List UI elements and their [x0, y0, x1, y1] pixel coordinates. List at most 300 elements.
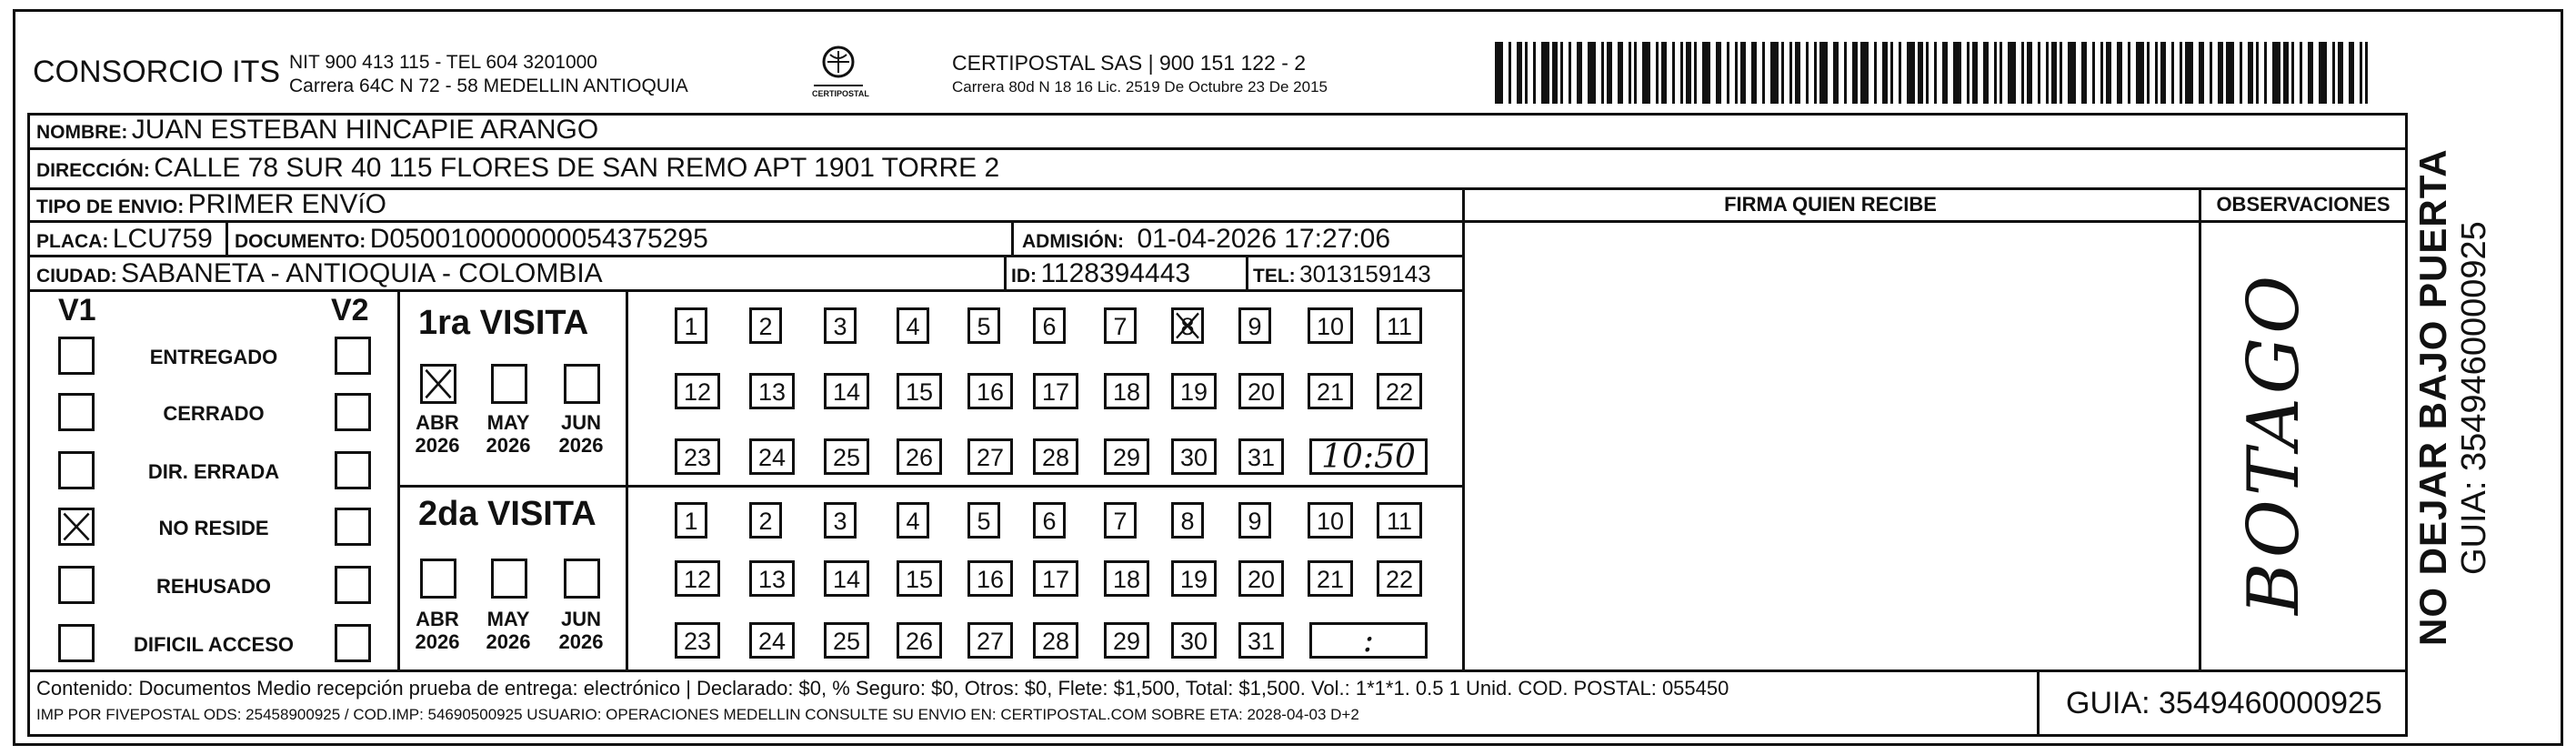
recipient-address-row: [36, 153, 999, 184]
day-number: 17: [1041, 566, 1070, 593]
barcode-bar: [2319, 42, 2327, 104]
day-number: 18: [1112, 378, 1141, 406]
status-option-label: REHUSADO: [156, 575, 271, 598]
month-checkbox[interactable]: [491, 364, 527, 404]
barcode-bar: [2218, 42, 2223, 104]
footer-contents: Contenido: Documentos Medio recepción prueba de entrega: electrónico | Declarado: $0, % Seguro: $0, Otros: $0, Flete: $1,500, Total: $1,500. Vol.: 1*1*1. 0.5 1 Unid. COD. POSTAL: 055450: [36, 677, 1729, 700]
day-number: 20: [1247, 378, 1276, 406]
month-year: 2026: [415, 630, 460, 653]
day-box[interactable]: [1104, 622, 1149, 659]
day-number: 10: [1316, 508, 1345, 535]
recipient-name-row: [36, 115, 598, 146]
day-box[interactable]: [749, 502, 782, 539]
month-label: [551, 608, 611, 653]
month-label: [407, 411, 467, 457]
v2-checkbox[interactable]: [335, 337, 371, 375]
barcode-bar: [1560, 42, 1563, 104]
barcode-bar: [2185, 42, 2193, 104]
day-box[interactable]: [675, 502, 707, 539]
barcode-bar: [1819, 42, 1828, 104]
day-number: 7: [1113, 313, 1128, 340]
plate-value: LCU759: [112, 224, 213, 254]
status-option-label: DIR. ERRADA: [147, 460, 280, 483]
day-number: 5: [977, 313, 991, 340]
status-option-label: ENTREGADO: [149, 346, 278, 368]
day-box[interactable]: [1104, 438, 1149, 475]
tel-field: [1253, 260, 1431, 288]
v2-checkbox[interactable]: [335, 393, 371, 431]
visit-time[interactable]: :: [1309, 622, 1428, 659]
barcode-bar: [1994, 42, 1997, 104]
day-box[interactable]: [1308, 373, 1353, 409]
barcode-bar: [2136, 42, 2144, 104]
day-box[interactable]: [675, 622, 720, 659]
v2-label: V2: [331, 293, 369, 327]
day-number: 31: [1247, 444, 1276, 471]
barcode-bar: [2180, 42, 2182, 104]
barcode-bar: [1686, 42, 1691, 104]
barcode-bar: [1890, 42, 1893, 104]
day-box[interactable]: [1308, 560, 1353, 597]
barcode-bar: [2349, 42, 2354, 104]
document-label: DOCUMENTO:: [235, 231, 366, 252]
barcode-bar: [1806, 42, 1809, 104]
plate-field: [36, 224, 213, 255]
month-label: [478, 608, 538, 653]
id-label: ID:: [1011, 266, 1037, 287]
day-box[interactable]: [675, 373, 720, 409]
day-number: 7: [1113, 508, 1128, 535]
day-box[interactable]: [675, 438, 720, 475]
barcode-bar: [2199, 42, 2204, 104]
month-name: ABR: [416, 608, 459, 630]
barcode-bar: [1934, 42, 1937, 104]
month-year: 2026: [486, 434, 531, 457]
barcode-bar: [2360, 42, 2362, 104]
month-year: 2026: [558, 434, 604, 457]
month-name: MAY: [486, 608, 530, 630]
day-number: 27: [976, 444, 1005, 471]
name-label: NOMBRE:: [36, 122, 128, 143]
barcode-bar: [1795, 42, 1800, 104]
barcode-bar: [1702, 42, 1710, 104]
day-number: 23: [683, 444, 712, 471]
shipment-type: PRIMER ENVíO: [187, 189, 387, 219]
barcode-bar: [1569, 42, 1571, 104]
day-number: 28: [1041, 444, 1070, 471]
id-field: [1011, 258, 1190, 289]
barcode-bar: [1844, 42, 1847, 104]
barcode-bar: [2272, 42, 2280, 104]
tel-value: 3013159143: [1299, 260, 1431, 287]
status-option-label: DIFICIL ACCESO: [133, 633, 294, 656]
recipient-name: JUAN ESTEBAN HINCAPIE ARANGO: [131, 115, 599, 145]
day-box[interactable]: [967, 438, 1013, 475]
barcode-bar: [1588, 42, 1596, 104]
barcode-bar: [2060, 42, 2062, 104]
day-box[interactable]: [967, 622, 1013, 659]
barcode-bar: [1789, 42, 1792, 104]
day-number: 16: [976, 378, 1005, 406]
side-guia: GUIA: 3549460000925: [2455, 221, 2493, 575]
day-number: 13: [757, 566, 787, 593]
barcode-bar: [2300, 42, 2302, 104]
day-number: 1: [684, 508, 698, 535]
day-box[interactable]: [1238, 622, 1284, 659]
type-label: TIPO DE ENVIO:: [36, 196, 185, 217]
barcode-bar: [2338, 42, 2343, 104]
logo-text: CERTIPOSTAL: [812, 89, 869, 98]
barcode-bar: [2092, 42, 2095, 104]
day-number: 5: [977, 508, 991, 535]
barcode-bar: [2226, 42, 2234, 104]
barcode-bar: [1672, 42, 1675, 104]
company-nit-tel: NIT 900 413 115 - TEL 604 3201000: [289, 52, 597, 73]
city-value: SABANETA - ANTIOQUIA - COLOMBIA: [121, 258, 603, 288]
visit2-title: 2da VISITA: [418, 495, 596, 533]
barcode-bar: [1751, 42, 1757, 104]
id-value: 1128394443: [1040, 258, 1191, 288]
day-box[interactable]: [1104, 373, 1149, 409]
v1-checkbox[interactable]: [58, 508, 95, 546]
day-number: 26: [905, 628, 934, 655]
observations-header: OBSERVACIONES: [2216, 193, 2391, 216]
barcode-bar: [2068, 42, 2076, 104]
month-name: JUN: [560, 411, 601, 434]
v1-checkbox[interactable]: [58, 393, 95, 431]
barcode-bar: [1495, 42, 1503, 104]
day-box[interactable]: [675, 560, 720, 597]
day-box[interactable]: [749, 438, 795, 475]
city-label: CIUDAD:: [36, 266, 117, 287]
barcode-bar: [1967, 42, 1970, 104]
day-box[interactable]: [824, 622, 869, 659]
day-number: 15: [905, 566, 934, 593]
barcode-bar: [1694, 42, 1697, 104]
plate-label: PLACA:: [36, 231, 109, 252]
barcode-bar: [2248, 42, 2253, 104]
barcode-bar: [1533, 42, 1536, 104]
day-number: 22: [1385, 566, 1414, 593]
day-box[interactable]: [749, 307, 782, 344]
barcode-bar: [1634, 42, 1637, 104]
barcode-bar: [1907, 42, 1915, 104]
barcode-bar: [1716, 42, 1721, 104]
day-box[interactable]: [1308, 502, 1353, 539]
day-number: 25: [832, 444, 861, 471]
day-box[interactable]: [1033, 373, 1078, 409]
day-number: 12: [683, 378, 712, 406]
v2-checkbox[interactable]: [335, 508, 371, 546]
footer-print-info: IMP POR FIVEPOSTAL ODS: 25458900925 / COD.IMP: 54690500925 USUARIO: OPERACIONES MEDELLIN CONSULTE SU ENVIO EN: CERTIPOSTAL.COM SOBRE ETA: 2028-04-03 D+2: [36, 706, 1359, 723]
barcode-bar: [1942, 42, 1948, 104]
day-number: 1: [684, 313, 698, 340]
day-number: 14: [832, 378, 861, 406]
day-box[interactable]: [1377, 307, 1422, 344]
day-box[interactable]: [824, 307, 857, 344]
v2-checkbox[interactable]: [335, 451, 371, 489]
barcode-bar: [1852, 42, 1858, 104]
month-name: MAY: [486, 411, 530, 434]
month-name: JUN: [560, 608, 601, 630]
barcode-bar: [1680, 42, 1683, 104]
day-box[interactable]: [1104, 307, 1137, 344]
v2-checkbox[interactable]: [335, 566, 371, 604]
day-box[interactable]: [824, 502, 857, 539]
month-checkbox[interactable]: [420, 559, 456, 599]
day-number: 4: [906, 313, 920, 340]
shipment-type-row: [36, 189, 386, 220]
day-box[interactable]: [1104, 560, 1149, 597]
day-number: 27: [976, 628, 1005, 655]
barcode-bar: [1552, 42, 1558, 104]
day-box[interactable]: [749, 622, 795, 659]
day-box[interactable]: [1033, 502, 1066, 539]
day-box[interactable]: [1171, 373, 1217, 409]
month-checkbox[interactable]: [564, 559, 600, 599]
day-box[interactable]: [967, 307, 1000, 344]
day-number: 4: [906, 508, 920, 535]
day-number: 10: [1316, 313, 1345, 340]
barcode-bar: [2051, 42, 2057, 104]
day-box[interactable]: [897, 438, 942, 475]
month-label: [478, 411, 538, 457]
day-box[interactable]: [1171, 502, 1204, 539]
day-box[interactable]: [897, 307, 929, 344]
barcode-bar: [2155, 42, 2158, 104]
courier-name: CERTIPOSTAL SAS | 900 151 122 - 2: [952, 51, 1307, 75]
day-number: 18: [1112, 566, 1141, 593]
address-label: DIRECCIÓN:: [36, 160, 150, 181]
barcode-bar: [1509, 42, 1511, 104]
barcode-bar: [1814, 42, 1817, 104]
barcode-bar: [1541, 42, 1549, 104]
day-number: 29: [1112, 444, 1141, 471]
month-year: 2026: [415, 434, 460, 457]
day-box[interactable]: [967, 502, 1000, 539]
barcode-bar: [1735, 42, 1738, 104]
day-box[interactable]: [749, 560, 795, 597]
barcode-bar: [2256, 42, 2259, 104]
barcode-bar: [2117, 42, 2122, 104]
barcode-bar: [1577, 42, 1582, 104]
day-box[interactable]: [1171, 438, 1217, 475]
barcode-bar: [2283, 42, 2289, 104]
recipient-address: CALLE 78 SUR 40 115 FLORES DE SAN REMO APT 1901 TORRE 2: [154, 153, 1000, 183]
day-number: 12: [683, 566, 712, 593]
barcode-bar: [2000, 42, 2002, 104]
barcode-bar: [1983, 42, 1989, 104]
day-box[interactable]: [897, 622, 942, 659]
status-option-label: NO RESIDE: [158, 517, 269, 539]
barcode-bar: [1899, 42, 1901, 104]
barcode-bar: [2106, 42, 2111, 104]
barcode-bar: [1607, 42, 1612, 104]
visit-time[interactable]: 10:50: [1309, 438, 1428, 475]
barcode-bar: [1833, 42, 1839, 104]
day-number: 29: [1112, 628, 1141, 655]
day-box[interactable]: [1238, 438, 1284, 475]
observations-handwriting: BOTAGO: [2233, 271, 2315, 615]
day-box[interactable]: [1104, 502, 1137, 539]
day-box[interactable]: [824, 560, 869, 597]
company-address: Carrera 64C N 72 - 58 MEDELLIN ANTIOQUIA: [289, 76, 688, 96]
day-box[interactable]: [897, 373, 942, 409]
day-number: 21: [1316, 566, 1345, 593]
day-box[interactable]: [1238, 502, 1271, 539]
barcode-bar: [1926, 42, 1929, 104]
day-box[interactable]: [897, 560, 942, 597]
month-checkbox[interactable]: [491, 559, 527, 599]
day-number: 15: [905, 378, 934, 406]
day-number: 20: [1247, 566, 1276, 593]
day-number: 22: [1385, 378, 1414, 406]
footer-guia: GUIA: 3549460000925: [2066, 686, 2382, 720]
day-number: 11: [1386, 508, 1413, 535]
day-box[interactable]: [1171, 622, 1217, 659]
barcode-bar: [1918, 42, 1923, 104]
day-number: 14: [832, 566, 861, 593]
side-warning: NO DEJAR BAJO PUERTA: [2411, 148, 2454, 646]
day-number: 26: [905, 444, 934, 471]
barcode-bar: [1642, 42, 1650, 104]
city-field: [36, 258, 603, 289]
courier-address: Carrera 80d N 18 16 Lic. 2519 De Octubre 23 De 2015: [952, 78, 1328, 96]
barcode-bar: [1618, 42, 1623, 104]
day-box[interactable]: [1238, 373, 1284, 409]
day-box[interactable]: [1033, 307, 1066, 344]
day-number: 30: [1179, 444, 1208, 471]
barcode-bar: [2291, 42, 2294, 104]
barcode-bar: [2160, 42, 2166, 104]
month-name: ABR: [416, 411, 459, 434]
barcode-bar: [1601, 42, 1604, 104]
barcode-bar: [1860, 42, 1869, 104]
day-box[interactable]: [1377, 502, 1422, 539]
day-box[interactable]: [1033, 622, 1078, 659]
barcode-bar: [2171, 42, 2174, 104]
day-number: 13: [757, 378, 787, 406]
day-number: 31: [1247, 628, 1276, 655]
barcode-bar: [1629, 42, 1631, 104]
day-number: 25: [832, 628, 861, 655]
day-number: 9: [1248, 508, 1262, 535]
day-number: 23: [683, 628, 712, 655]
barcode-bar: [2021, 42, 2024, 104]
signature-header: FIRMA QUIEN RECIBE: [1724, 193, 1937, 216]
day-number: 24: [757, 444, 787, 471]
barcode-bar: [2147, 42, 2150, 104]
day-box[interactable]: [1377, 560, 1422, 597]
day-number: 16: [976, 566, 1005, 593]
barcode-bar: [1762, 42, 1765, 104]
v1-checkbox[interactable]: [58, 451, 95, 489]
barcode-bar: [1656, 42, 1659, 104]
day-number: 19: [1179, 566, 1208, 593]
admission-field: [1022, 224, 1390, 255]
day-number: 8: [1180, 313, 1195, 340]
visit1-title: 1ra VISITA: [418, 304, 589, 342]
barcode: [1495, 42, 2386, 104]
admission-value: 01-04-2026 17:27:06: [1137, 224, 1391, 254]
barcode-bar: [1770, 42, 1779, 104]
month-year: 2026: [486, 630, 531, 653]
day-box[interactable]: [824, 438, 869, 475]
v2-checkbox[interactable]: [335, 624, 371, 662]
barcode-bar: [1661, 42, 1667, 104]
month-checkbox[interactable]: [564, 364, 600, 404]
company-name: CONSORCIO ITS: [33, 55, 281, 89]
day-number: 9: [1248, 313, 1262, 340]
v1-checkbox[interactable]: [58, 337, 95, 375]
barcode-bar: [2264, 42, 2267, 104]
day-number: 3: [833, 508, 847, 535]
barcode-bar: [1517, 42, 1522, 104]
barcode-bar: [2128, 42, 2130, 104]
day-box[interactable]: [897, 502, 929, 539]
barcode-bar: [1953, 42, 1961, 104]
day-box[interactable]: [1238, 307, 1271, 344]
month-label: [551, 411, 611, 457]
day-box[interactable]: [1171, 560, 1217, 597]
barcode-bar: [2008, 42, 2016, 104]
day-box[interactable]: [1033, 560, 1078, 597]
day-box[interactable]: [1033, 438, 1078, 475]
day-box[interactable]: [749, 373, 795, 409]
day-number: 30: [1179, 628, 1208, 655]
day-number: 24: [757, 628, 787, 655]
barcode-bar: [2365, 42, 2368, 104]
v1-checkbox[interactable]: [58, 566, 95, 604]
barcode-bar: [2027, 42, 2032, 104]
day-number: 2: [758, 313, 773, 340]
barcode-bar: [1727, 42, 1729, 104]
status-option-label: CERRADO: [163, 402, 265, 425]
barcode-bar: [2308, 42, 2313, 104]
day-box[interactable]: [967, 373, 1013, 409]
month-year: 2026: [558, 630, 604, 653]
day-box[interactable]: [1171, 307, 1204, 344]
month-label: [407, 608, 467, 653]
day-number: 8: [1180, 508, 1195, 535]
day-number: 17: [1041, 378, 1070, 406]
barcode-bar: [2046, 42, 2049, 104]
barcode-bar: [1882, 42, 1888, 104]
day-box[interactable]: [824, 373, 869, 409]
document-value: D050010000000054375295: [369, 224, 708, 254]
day-box[interactable]: [1308, 307, 1353, 344]
day-number: 2: [758, 508, 773, 535]
month-checkbox[interactable]: [420, 364, 456, 404]
day-number: 21: [1316, 378, 1345, 406]
barcode-bar: [1740, 42, 1746, 104]
barcode-bar: [1781, 42, 1784, 104]
barcode-bar: [2332, 42, 2335, 104]
v1-label: V1: [58, 293, 96, 327]
day-number: 6: [1042, 313, 1057, 340]
barcode-bar: [2240, 42, 2242, 104]
v1-checkbox[interactable]: [58, 624, 95, 662]
barcode-bar: [2100, 42, 2103, 104]
day-box[interactable]: [1238, 560, 1284, 597]
document-field: [235, 224, 708, 255]
day-box[interactable]: [1377, 373, 1422, 409]
barcode-bar: [2210, 42, 2212, 104]
day-box[interactable]: [675, 307, 707, 344]
day-box[interactable]: [967, 560, 1013, 597]
day-number: 19: [1179, 378, 1208, 406]
barcode-bar: [2038, 42, 2040, 104]
